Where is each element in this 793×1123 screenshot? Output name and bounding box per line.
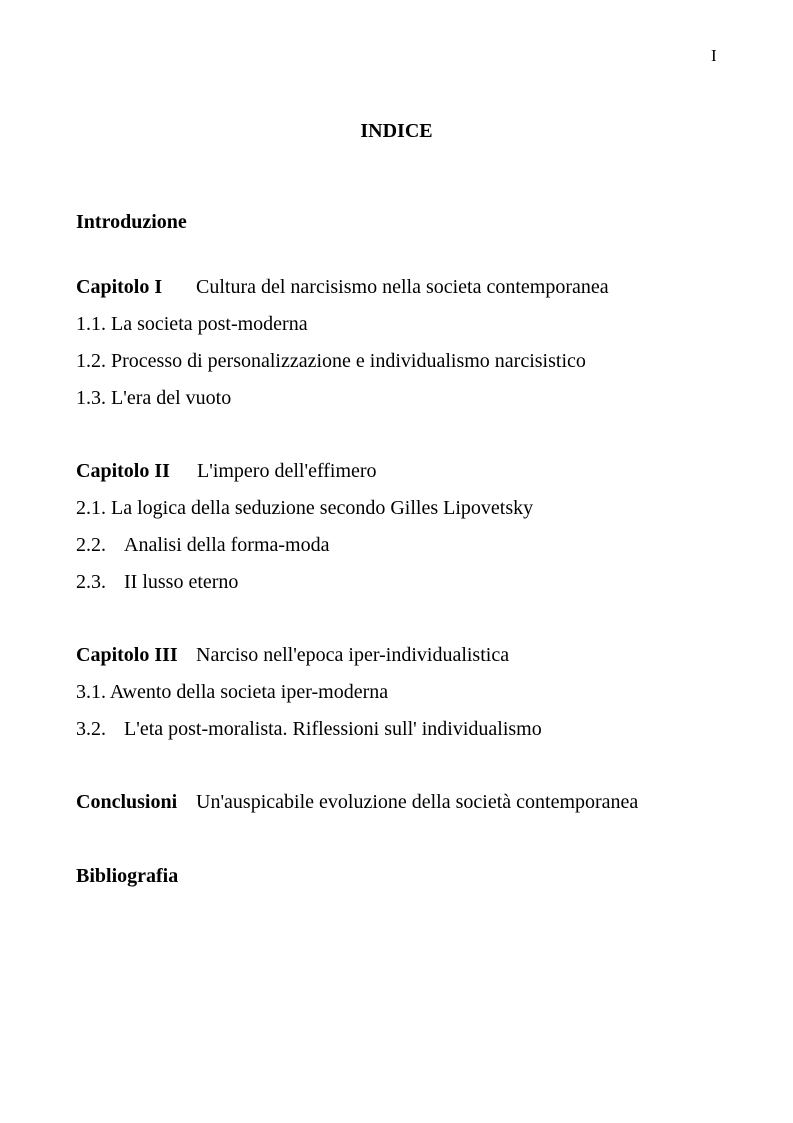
chapter-1-label: Capitolo I (76, 276, 163, 298)
section-title: II lusso eterno (124, 571, 239, 593)
section-title: L'era del vuoto (111, 387, 232, 409)
chapter-1-title: Cultura del narcisismo nella societa contemporanea (196, 276, 609, 298)
toc-chapter-3 (76, 643, 509, 667)
toc-bibliography: Bibliografia (76, 865, 179, 887)
conclusions-title: Un'auspicabile evoluzione della società contemporanea (196, 791, 639, 813)
chapter-3-label: Capitolo III (76, 644, 178, 666)
section-title: Analisi della forma-moda (124, 534, 330, 556)
section-title: L'eta post-moralista. Riflessioni sull' individualismo (124, 718, 542, 740)
chapter-2-title: L'impero dell'effimero (197, 460, 377, 482)
section-number: 2.3. (76, 571, 106, 593)
toc-section-1-3 (76, 386, 231, 410)
toc-conclusions (76, 790, 638, 814)
toc-section-2-1 (76, 496, 533, 520)
section-title: La logica della seduzione secondo Gilles Lipovetsky (111, 497, 534, 519)
section-number: 1.1. (76, 313, 106, 335)
toc-section-2-2 (76, 533, 330, 557)
toc-section-3-1 (76, 680, 388, 704)
toc-chapter-2 (76, 459, 377, 483)
conclusions-label: Conclusioni (76, 791, 178, 813)
toc-section-1-1 (76, 312, 308, 336)
section-number: 2.1. (76, 497, 106, 519)
chapter-3-title: Narciso nell'epoca iper-individualistica (196, 644, 510, 666)
section-title: La societa post-moderna (111, 313, 308, 335)
toc-section-2-3 (76, 570, 238, 594)
section-title: Awento della societa iper-moderna (109, 681, 389, 703)
section-title: Processo di personalizzazione e individualismo narcisistico (111, 350, 586, 372)
section-number: 2.2. (76, 534, 106, 556)
page-number: I (711, 46, 717, 65)
section-number: 3.1. (76, 681, 106, 703)
toc-introduction: Introduzione (76, 211, 187, 233)
toc-section-3-2 (76, 717, 542, 741)
chapter-2-label: Capitolo II (76, 460, 170, 482)
page-title: INDICE (360, 120, 433, 142)
toc-chapter-1 (76, 275, 609, 299)
section-number: 1.3. (76, 387, 106, 409)
toc-section-1-2 (76, 349, 586, 373)
section-number: 1.2. (76, 350, 106, 372)
section-number: 3.2. (76, 718, 106, 740)
